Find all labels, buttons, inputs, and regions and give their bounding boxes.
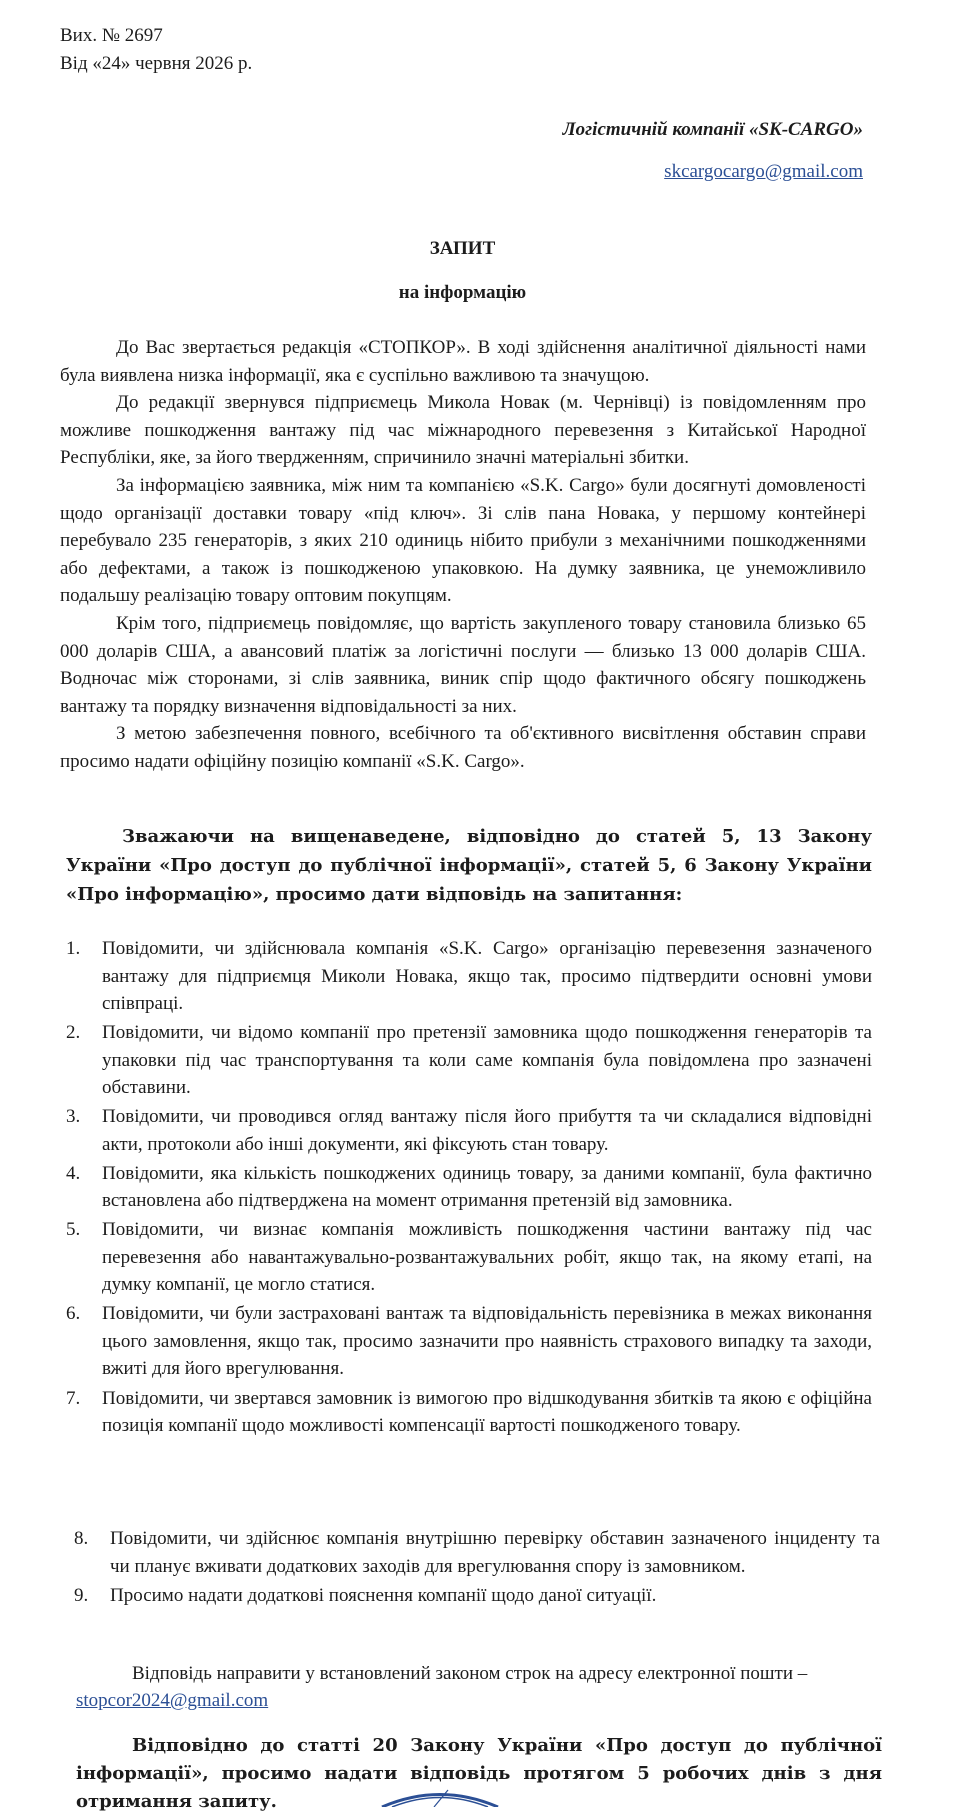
question-text: Повідомити, чи відомо компанії про претензії замовника щодо пошкодження генераторів та упаковки під час транспортування та коли саме компанія була повідомлена про зазначені обставини. <box>102 1022 872 1099</box>
list-item <box>74 1525 880 1580</box>
questions-list-continued <box>74 1525 880 1611</box>
list-item <box>74 1582 880 1610</box>
question-number: 6. <box>66 1303 81 1325</box>
question-number: 3. <box>66 1106 81 1128</box>
body-paragraph: Крім того, підприємець повідомляє, що вартість закупленого товару становила близько 65 000 доларів США, а авансовий платіж за логістичні послуги — близько 13 000 доларів США. Водночас між сторонами, зі слів заявника, виник спір щодо фактичного обсягу пошкоджень вантажу та порядку визначення відповідальності за них. <box>60 612 866 717</box>
question-number: 9. <box>74 1584 89 1606</box>
question-text: Повідомити, яка кількість пошкоджених одиниць товару, за даними компанії, була фактично встановлена або підтверджена на момент отримання претензій від замовника. <box>102 1162 872 1212</box>
list-item <box>66 1385 872 1440</box>
question-number: 5. <box>66 1219 81 1241</box>
list-item <box>66 1103 872 1158</box>
addressee-email-link[interactable]: skcargocargo@gmail.com <box>664 161 863 182</box>
body-paragraph: До редакції звернувся підприємець Микола Новак (м. Чернівці) із повідомленням про можливе пошкодження вантажу під час міжнародного перевезення з Китайської Народної Республіки, яке, за його твердженням, спричинило значні матеріальні збитки. <box>60 392 866 469</box>
list-item <box>66 1019 872 1102</box>
list-item <box>66 1300 872 1383</box>
body-paragraph: До Вас звертається редакція «СТОПКОР». В ході здійснення аналітичної діяльності нами була виявлена низка інформації, яка є суспільно важливою та значущою. <box>60 337 866 386</box>
question-text: Повідомити, чи були застраховані вантаж та відповідальність перевізника в межах виконання цього замовлення, якщо так, просимо зазначити про наявність страхового випадку та заходи, вжиті для його врегулювання. <box>102 1303 872 1380</box>
question-text: Повідомити, чи звертався замовник із вимогою про відшкодування збитків та якою є офіційна позиція компанії щодо можливості компенсації вартості пошкодженого товару. <box>102 1387 872 1437</box>
body-paragraph: З метою забезпечення повного, всебічного та об'єктивного висвітлення обставин справи просимо надати офіційну позицію компанії «S.K. Cargo». <box>60 723 866 772</box>
reply-text <box>76 1660 882 1714</box>
reply-email-link[interactable]: stopcor2024@gmail.com <box>76 1690 269 1711</box>
legal-basis <box>66 822 872 909</box>
question-number: 2. <box>66 1022 81 1044</box>
question-number: 7. <box>66 1387 81 1409</box>
questions-list <box>66 935 872 1441</box>
letter-body <box>60 334 866 776</box>
outgoing-reference <box>60 22 252 78</box>
letter-date: Від «24» червня 2026 р. <box>60 53 253 74</box>
question-text: Просимо надати додаткові пояснення компанії щодо даної ситуації. <box>110 1584 657 1606</box>
list-item <box>66 1216 872 1299</box>
question-text: Повідомити, чи здійснює компанія внутрішню перевірку обставин зазначеного інциденту та чи планує вживати додаткових заходів для врегулювання спору із замовником. <box>110 1528 880 1577</box>
reply-sentence: Відповідь направити у встановлений законом строк на адресу електронної пошти – <box>132 1663 808 1684</box>
reply-instruction <box>76 1660 882 1714</box>
deadline-text: Відповідно до статті 20 Закону України «Про доступ до публічної інформації», просимо надати відповідь протягом 5 робочих днів з дня отримання запиту. <box>76 1735 882 1812</box>
legal-basis-text: Зважаючи на вищенаведене, відповідно до статей 5, 13 Закону України «Про доступ до публічної інформації», статей 5, 6 Закону України «Про інформацію», просимо дати відповідь на запитання: <box>66 826 872 905</box>
document-title: ЗАПИТ <box>429 238 496 259</box>
addressee-block <box>563 116 863 186</box>
stamp-seal-icon <box>378 1788 502 1807</box>
list-item <box>66 935 872 1018</box>
outgoing-number: Вих. № 2697 <box>60 25 163 46</box>
body-paragraph: За інформацією заявника, між ним та компанією «S.K. Cargo» були досягнуті домовленості щодо організації доставки товару «під ключ». Зі слів пана Новака, у першому контейнері перебувало 235 генераторів, з яких 210 одиниць нібито прибули з механічними пошкодженнями або дефектами, а також із пошкодженою упаковкою. На думку заявника, це унеможливило подальшу реалізацію товару оптовим покупцям. <box>60 474 866 607</box>
addressee-name: Логістичній компанії «SK-CARGO» <box>562 119 863 140</box>
question-text: Повідомити, чи здійснювала компанія «S.K. Cargo» організацію перевезення зазначеного вантажу для підприємця Миколи Новака, якщо так, просимо підтвердити основні умови співпраці. <box>102 938 872 1014</box>
question-number: 8. <box>74 1528 89 1549</box>
question-number: 4. <box>66 1162 81 1184</box>
list-item <box>66 1160 872 1215</box>
question-number: 1. <box>66 938 81 959</box>
document-subtitle: на інформацію <box>398 282 527 303</box>
question-text: Повідомити, чи визнає компанія можливість пошкодження частини вантажу під час перевезення або навантажувально-розвантажувальних робіт, якщо так, на якому етапі, на думку компанії, це могло статися. <box>102 1219 872 1296</box>
question-text: Повідомити, чи проводився огляд вантажу після його прибуття та чи складалися відповідні акти, протоколи або інші документи, які фіксують стан товару. <box>102 1106 872 1155</box>
